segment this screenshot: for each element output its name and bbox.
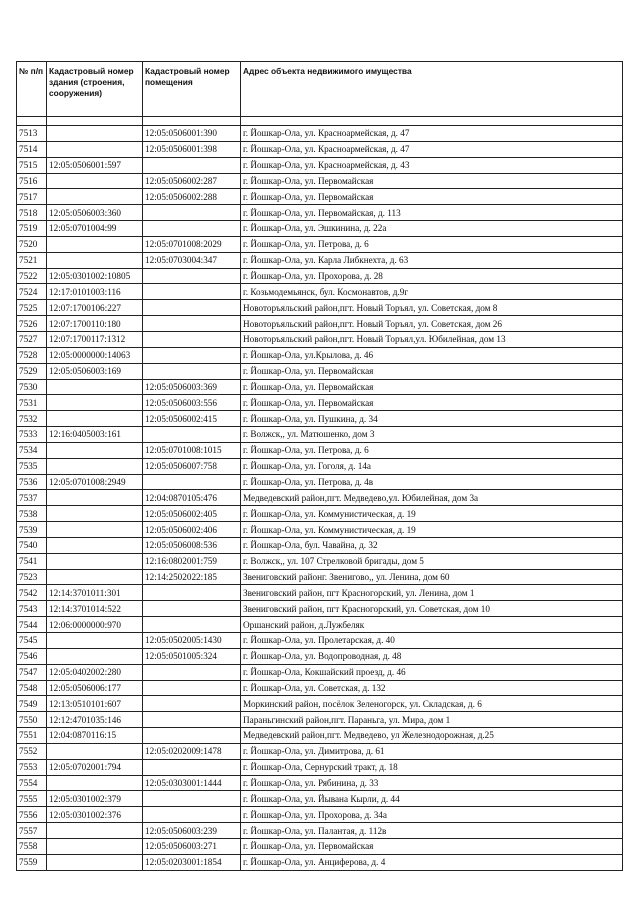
room-cadastral-cell: 12:05:0506001:398 <box>143 141 241 157</box>
table-row <box>17 506 623 522</box>
room-cadastral-cell <box>143 474 241 490</box>
room-cadastral-cell <box>143 427 241 443</box>
table-row <box>17 221 623 237</box>
row-number-cell: 7555 <box>17 791 47 807</box>
address-cell: г. Йошкар-Ола, ул. Первомайская <box>241 395 623 411</box>
address-cell: г. Йошкар-Ола, ул. Красноармейская, д. 43 <box>241 157 623 173</box>
header-spacer-row <box>17 117 623 126</box>
room-cadastral-cell <box>143 157 241 173</box>
table-header-row <box>17 62 623 117</box>
building-cadastral-cell <box>47 126 143 142</box>
address-cell: г. Йошкар-Ола, ул. Пушкина, д. 34 <box>241 411 623 427</box>
room-cadastral-cell: 12:05:0506002:406 <box>143 522 241 538</box>
table-row <box>17 553 623 569</box>
header-building-cadastral: Кадастровый номер здания (строения, сооружения) <box>47 62 143 117</box>
room-cadastral-cell <box>143 791 241 807</box>
address-cell: Новоторъяльский район,пгт. Новый Торъял,ул. Юбилейная, дом 13 <box>241 331 623 347</box>
table-row <box>17 490 623 506</box>
row-number-cell: 7518 <box>17 205 47 221</box>
row-number-cell: 7534 <box>17 442 47 458</box>
building-cadastral-cell <box>47 458 143 474</box>
room-cadastral-cell: 12:05:0506008:536 <box>143 537 241 553</box>
address-cell: Медведевский район,пгт. Медведево, ул Железнодорожная, д.25 <box>241 728 623 744</box>
room-cadastral-cell: 12:05:0506002:415 <box>143 411 241 427</box>
address-cell: Звениговский район, пгт Красногорский, ул. Ленина, дом 1 <box>241 585 623 601</box>
table-row <box>17 585 623 601</box>
table-row <box>17 728 623 744</box>
table-row <box>17 141 623 157</box>
address-cell: Звениговский район, пгт Красногорский, ул. Советская, дом 10 <box>241 601 623 617</box>
row-number-cell: 7531 <box>17 395 47 411</box>
address-cell: г. Йошкар-Ола, ул. Коммунистическая, д. 19 <box>241 522 623 538</box>
table-row <box>17 236 623 252</box>
building-cadastral-cell: 12:05:0702001:794 <box>47 759 143 775</box>
building-cadastral-cell <box>47 173 143 189</box>
table-row <box>17 522 623 538</box>
building-cadastral-cell: 12:04:0870116:15 <box>47 728 143 744</box>
table-row <box>17 442 623 458</box>
row-number-cell: 7554 <box>17 775 47 791</box>
room-cadastral-cell: 12:04:0870105:476 <box>143 490 241 506</box>
row-number-cell: 7525 <box>17 300 47 316</box>
address-cell: Новоторъяльский район,пгт. Новый Торъял, ул. Советская, дом 8 <box>241 300 623 316</box>
address-cell: г. Йошкар-Ола, ул.Крылова, д. 46 <box>241 347 623 363</box>
header-room-cadastral: Кадастровый номер помещения <box>143 62 241 117</box>
row-number-cell: 7559 <box>17 854 47 870</box>
building-cadastral-cell <box>47 490 143 506</box>
address-cell: г. Йошкар-Ола, ул. Эшкинина, д. 22а <box>241 221 623 237</box>
building-cadastral-cell: 12:05:0701004:99 <box>47 221 143 237</box>
room-cadastral-cell: 12:05:0506001:390 <box>143 126 241 142</box>
room-cadastral-cell: 12:05:0506002:405 <box>143 506 241 522</box>
room-cadastral-cell <box>143 601 241 617</box>
address-cell: г. Йошкар-Ола, ул. Первомайская <box>241 379 623 395</box>
table-row <box>17 743 623 759</box>
table-row <box>17 664 623 680</box>
building-cadastral-cell <box>47 236 143 252</box>
address-cell: г. Козьмодемьянск, бул. Космонавтов, д.9г <box>241 284 623 300</box>
room-cadastral-cell <box>143 205 241 221</box>
building-cadastral-cell <box>47 379 143 395</box>
room-cadastral-cell: 12:05:0506007:758 <box>143 458 241 474</box>
building-cadastral-cell: 12:12:4701035:146 <box>47 712 143 728</box>
table-row <box>17 696 623 712</box>
table-row <box>17 126 623 142</box>
room-cadastral-cell: 12:05:0203001:1854 <box>143 854 241 870</box>
room-cadastral-cell: 12:05:0506003:556 <box>143 395 241 411</box>
room-cadastral-cell <box>143 316 241 332</box>
row-number-cell: 7517 <box>17 189 47 205</box>
address-cell: г. Йошкар-Ола, ул. Димитрова, д. 61 <box>241 743 623 759</box>
room-cadastral-cell: 12:05:0506002:287 <box>143 173 241 189</box>
row-number-cell: 7558 <box>17 838 47 854</box>
address-cell: г. Йошкар-Ола, ул. Первомайская, д. 113 <box>241 205 623 221</box>
spacer-cell <box>241 117 623 126</box>
row-number-cell: 7524 <box>17 284 47 300</box>
row-number-cell: 7551 <box>17 728 47 744</box>
building-cadastral-cell <box>47 633 143 649</box>
table-row <box>17 537 623 553</box>
row-number-cell: 7521 <box>17 252 47 268</box>
row-number-cell: 7528 <box>17 347 47 363</box>
building-cadastral-cell <box>47 854 143 870</box>
address-cell: г. Йошкар-Ола, Сернурский тракт, д. 18 <box>241 759 623 775</box>
row-number-cell: 7513 <box>17 126 47 142</box>
room-cadastral-cell <box>143 268 241 284</box>
building-cadastral-cell: 12:05:0301002:379 <box>47 791 143 807</box>
table-row <box>17 791 623 807</box>
table-row <box>17 347 623 363</box>
room-cadastral-cell <box>143 617 241 633</box>
address-cell: Новоторъяльский район,пгт. Новый Торъял, ул. Советская, дом 26 <box>241 316 623 332</box>
room-cadastral-cell <box>143 680 241 696</box>
table-row <box>17 157 623 173</box>
address-cell: г. Волжск,, ул. 107 Стрелковой бригады, дом 5 <box>241 553 623 569</box>
property-table <box>16 61 623 871</box>
address-cell: г. Йошкар-Ола, ул. Водопроводная, д. 48 <box>241 648 623 664</box>
row-number-cell: 7552 <box>17 743 47 759</box>
address-cell: г. Йошкар-Ола, ул. Петрова, д. 6 <box>241 236 623 252</box>
building-cadastral-cell: 12:05:0301002:376 <box>47 807 143 823</box>
table-row <box>17 601 623 617</box>
spacer-cell <box>17 117 47 126</box>
room-cadastral-cell: 12:05:0506003:239 <box>143 823 241 839</box>
row-number-cell: 7526 <box>17 316 47 332</box>
building-cadastral-cell: 12:05:0506003:169 <box>47 363 143 379</box>
table-row <box>17 775 623 791</box>
row-number-cell: 7519 <box>17 221 47 237</box>
spacer-cell <box>47 117 143 126</box>
row-number-cell: 7522 <box>17 268 47 284</box>
address-cell: г. Йошкар-Ола, ул. Йывана Кырли, д. 44 <box>241 791 623 807</box>
address-cell: г. Йошкар-Ола, Кокшайский проезд, д. 46 <box>241 664 623 680</box>
address-cell: г. Йошкар-Ола, ул. Первомайская <box>241 173 623 189</box>
row-number-cell: 7541 <box>17 553 47 569</box>
building-cadastral-cell <box>47 252 143 268</box>
building-cadastral-cell: 12:16:0405003:161 <box>47 427 143 443</box>
row-number-cell: 7532 <box>17 411 47 427</box>
row-number-cell: 7557 <box>17 823 47 839</box>
room-cadastral-cell <box>143 300 241 316</box>
address-cell: г. Йошкар-Ола, ул. Прохорова, д. 34а <box>241 807 623 823</box>
building-cadastral-cell <box>47 522 143 538</box>
address-cell: г. Волжск,, ул. Матюшенко, дом 3 <box>241 427 623 443</box>
row-number-cell: 7548 <box>17 680 47 696</box>
table-row <box>17 411 623 427</box>
row-number-cell: 7538 <box>17 506 47 522</box>
table-row <box>17 569 623 585</box>
building-cadastral-cell: 12:05:0506006:177 <box>47 680 143 696</box>
row-number-cell: 7553 <box>17 759 47 775</box>
row-number-cell: 7533 <box>17 427 47 443</box>
building-cadastral-cell <box>47 743 143 759</box>
row-number-cell: 7539 <box>17 522 47 538</box>
address-cell: г. Йошкар-Ола, ул. Советская, д. 132 <box>241 680 623 696</box>
building-cadastral-cell: 12:05:0701008:2949 <box>47 474 143 490</box>
room-cadastral-cell: 12:14:2502022:185 <box>143 569 241 585</box>
building-cadastral-cell: 12:07:1700106:227 <box>47 300 143 316</box>
building-cadastral-cell: 12:05:0000000:14063 <box>47 347 143 363</box>
row-number-cell: 7546 <box>17 648 47 664</box>
address-cell: г. Йошкар-Ола, ул. Палантая, д. 112в <box>241 823 623 839</box>
building-cadastral-cell <box>47 442 143 458</box>
row-number-cell: 7535 <box>17 458 47 474</box>
table-row <box>17 648 623 664</box>
address-cell: г. Йошкар-Ола, ул. Первомайская <box>241 189 623 205</box>
row-number-cell: 7542 <box>17 585 47 601</box>
building-cadastral-cell: 12:14:3701011:301 <box>47 585 143 601</box>
row-number-cell: 7520 <box>17 236 47 252</box>
room-cadastral-cell <box>143 696 241 712</box>
building-cadastral-cell: 12:05:0506003:360 <box>47 205 143 221</box>
room-cadastral-cell: 12:05:0502005:1430 <box>143 633 241 649</box>
table-row <box>17 363 623 379</box>
building-cadastral-cell <box>47 395 143 411</box>
row-number-cell: 7556 <box>17 807 47 823</box>
address-cell: г. Йошкар-Ола, бул. Чавайна, д. 32 <box>241 537 623 553</box>
table-row <box>17 379 623 395</box>
table-row <box>17 316 623 332</box>
table-row <box>17 759 623 775</box>
row-number-cell: 7544 <box>17 617 47 633</box>
address-cell: г. Йошкар-Ола, ул. Петрова, д. 6 <box>241 442 623 458</box>
building-cadastral-cell <box>47 823 143 839</box>
room-cadastral-cell: 12:05:0506002:288 <box>143 189 241 205</box>
building-cadastral-cell: 12:05:0301002:10805 <box>47 268 143 284</box>
room-cadastral-cell: 12:05:0506003:271 <box>143 838 241 854</box>
building-cadastral-cell <box>47 838 143 854</box>
row-number-cell: 7545 <box>17 633 47 649</box>
building-cadastral-cell: 12:05:0506001:597 <box>47 157 143 173</box>
building-cadastral-cell <box>47 506 143 522</box>
address-cell: г. Йошкар-Ола, ул. Первомайская <box>241 838 623 854</box>
room-cadastral-cell <box>143 284 241 300</box>
table-row <box>17 854 623 870</box>
table-row <box>17 458 623 474</box>
room-cadastral-cell: 12:05:0202009:1478 <box>143 743 241 759</box>
room-cadastral-cell <box>143 807 241 823</box>
room-cadastral-cell <box>143 363 241 379</box>
address-cell: г. Йошкар-Ола, ул. Рябинина, д. 33 <box>241 775 623 791</box>
table-row <box>17 268 623 284</box>
building-cadastral-cell: 12:07:1700110:180 <box>47 316 143 332</box>
table-row <box>17 300 623 316</box>
address-cell: г. Йошкар-Ола, ул. Петрова, д. 4в <box>241 474 623 490</box>
room-cadastral-cell <box>143 728 241 744</box>
table-row <box>17 712 623 728</box>
building-cadastral-cell <box>47 537 143 553</box>
table-row <box>17 633 623 649</box>
table-row <box>17 189 623 205</box>
row-number-cell: 7549 <box>17 696 47 712</box>
building-cadastral-cell <box>47 411 143 427</box>
row-number-cell: 7514 <box>17 141 47 157</box>
row-number-cell: 7530 <box>17 379 47 395</box>
row-number-cell: 7516 <box>17 173 47 189</box>
address-cell: г. Йошкар-Ола, ул. Первомайская <box>241 363 623 379</box>
header-num: № п/п <box>17 62 47 117</box>
address-cell: г. Йошкар-Ола, ул. Красноармейская, д. 47 <box>241 141 623 157</box>
building-cadastral-cell <box>47 189 143 205</box>
room-cadastral-cell: 12:05:0701008:2029 <box>143 236 241 252</box>
building-cadastral-cell <box>47 553 143 569</box>
table-row <box>17 807 623 823</box>
table-row <box>17 205 623 221</box>
header-address: Адрес объекта недвижимого имущества <box>241 62 623 117</box>
address-cell: г. Йошкар-Ола, ул. Анциферова, д. 4 <box>241 854 623 870</box>
table-body <box>17 126 623 871</box>
building-cadastral-cell: 12:06:0000000:970 <box>47 617 143 633</box>
table-row <box>17 838 623 854</box>
building-cadastral-cell: 12:17:0101003:116 <box>47 284 143 300</box>
table-row <box>17 680 623 696</box>
table-row <box>17 173 623 189</box>
room-cadastral-cell <box>143 347 241 363</box>
address-cell: г. Йошкар-Ола, ул. Прохорова, д. 28 <box>241 268 623 284</box>
room-cadastral-cell: 12:16:0802001:759 <box>143 553 241 569</box>
row-number-cell: 7540 <box>17 537 47 553</box>
row-number-cell: 7515 <box>17 157 47 173</box>
room-cadastral-cell: 12:05:0501005:324 <box>143 648 241 664</box>
row-number-cell: 7527 <box>17 331 47 347</box>
row-number-cell: 7529 <box>17 363 47 379</box>
address-cell: Оршанский район, д.Лужбеляк <box>241 617 623 633</box>
table-row <box>17 427 623 443</box>
spacer-cell <box>143 117 241 126</box>
room-cadastral-cell <box>143 712 241 728</box>
address-cell: Параньгинский район,пгт. Параньга, ул. Мира, дом 1 <box>241 712 623 728</box>
address-cell: Медведевский район,пгт. Медведево,ул. Юбилейная, дом 3а <box>241 490 623 506</box>
room-cadastral-cell <box>143 759 241 775</box>
room-cadastral-cell: 12:05:0303001:1444 <box>143 775 241 791</box>
building-cadastral-cell <box>47 775 143 791</box>
room-cadastral-cell <box>143 585 241 601</box>
row-number-cell: 7547 <box>17 664 47 680</box>
table-row <box>17 252 623 268</box>
building-cadastral-cell <box>47 648 143 664</box>
building-cadastral-cell: 12:05:0402002:280 <box>47 664 143 680</box>
row-number-cell: 7543 <box>17 601 47 617</box>
table-row <box>17 395 623 411</box>
address-cell: г. Йошкар-Ола, ул. Пролетарская, д. 40 <box>241 633 623 649</box>
document-page <box>16 61 622 871</box>
table-row <box>17 617 623 633</box>
address-cell: Звениговский районг. Звенигово,, ул. Ленина, дом 60 <box>241 569 623 585</box>
row-number-cell: 7536 <box>17 474 47 490</box>
address-cell: Моркинский район, посёлок Зеленогорск, ул. Складская, д. 6 <box>241 696 623 712</box>
table-row <box>17 474 623 490</box>
room-cadastral-cell <box>143 331 241 347</box>
building-cadastral-cell: 12:07:1700117:1312 <box>47 331 143 347</box>
table-row <box>17 284 623 300</box>
room-cadastral-cell: 12:05:0506003:369 <box>143 379 241 395</box>
address-cell: г. Йошкар-Ола, ул. Гоголя, д. 14а <box>241 458 623 474</box>
row-number-cell: 7523 <box>17 569 47 585</box>
room-cadastral-cell <box>143 664 241 680</box>
address-cell: г. Йошкар-Ола, ул. Коммунистическая, д. 19 <box>241 506 623 522</box>
room-cadastral-cell <box>143 221 241 237</box>
building-cadastral-cell: 12:14:3701014:522 <box>47 601 143 617</box>
building-cadastral-cell <box>47 569 143 585</box>
room-cadastral-cell: 12:05:0703004:347 <box>143 252 241 268</box>
row-number-cell: 7537 <box>17 490 47 506</box>
room-cadastral-cell: 12:05:0701008:1015 <box>143 442 241 458</box>
table-row <box>17 823 623 839</box>
address-cell: г. Йошкар-Ола, ул. Карла Либкнехта, д. 63 <box>241 252 623 268</box>
row-number-cell: 7550 <box>17 712 47 728</box>
address-cell: г. Йошкар-Ола, ул. Красноармейская, д. 47 <box>241 126 623 142</box>
table-row <box>17 331 623 347</box>
building-cadastral-cell <box>47 141 143 157</box>
building-cadastral-cell: 12:13:0510101:607 <box>47 696 143 712</box>
